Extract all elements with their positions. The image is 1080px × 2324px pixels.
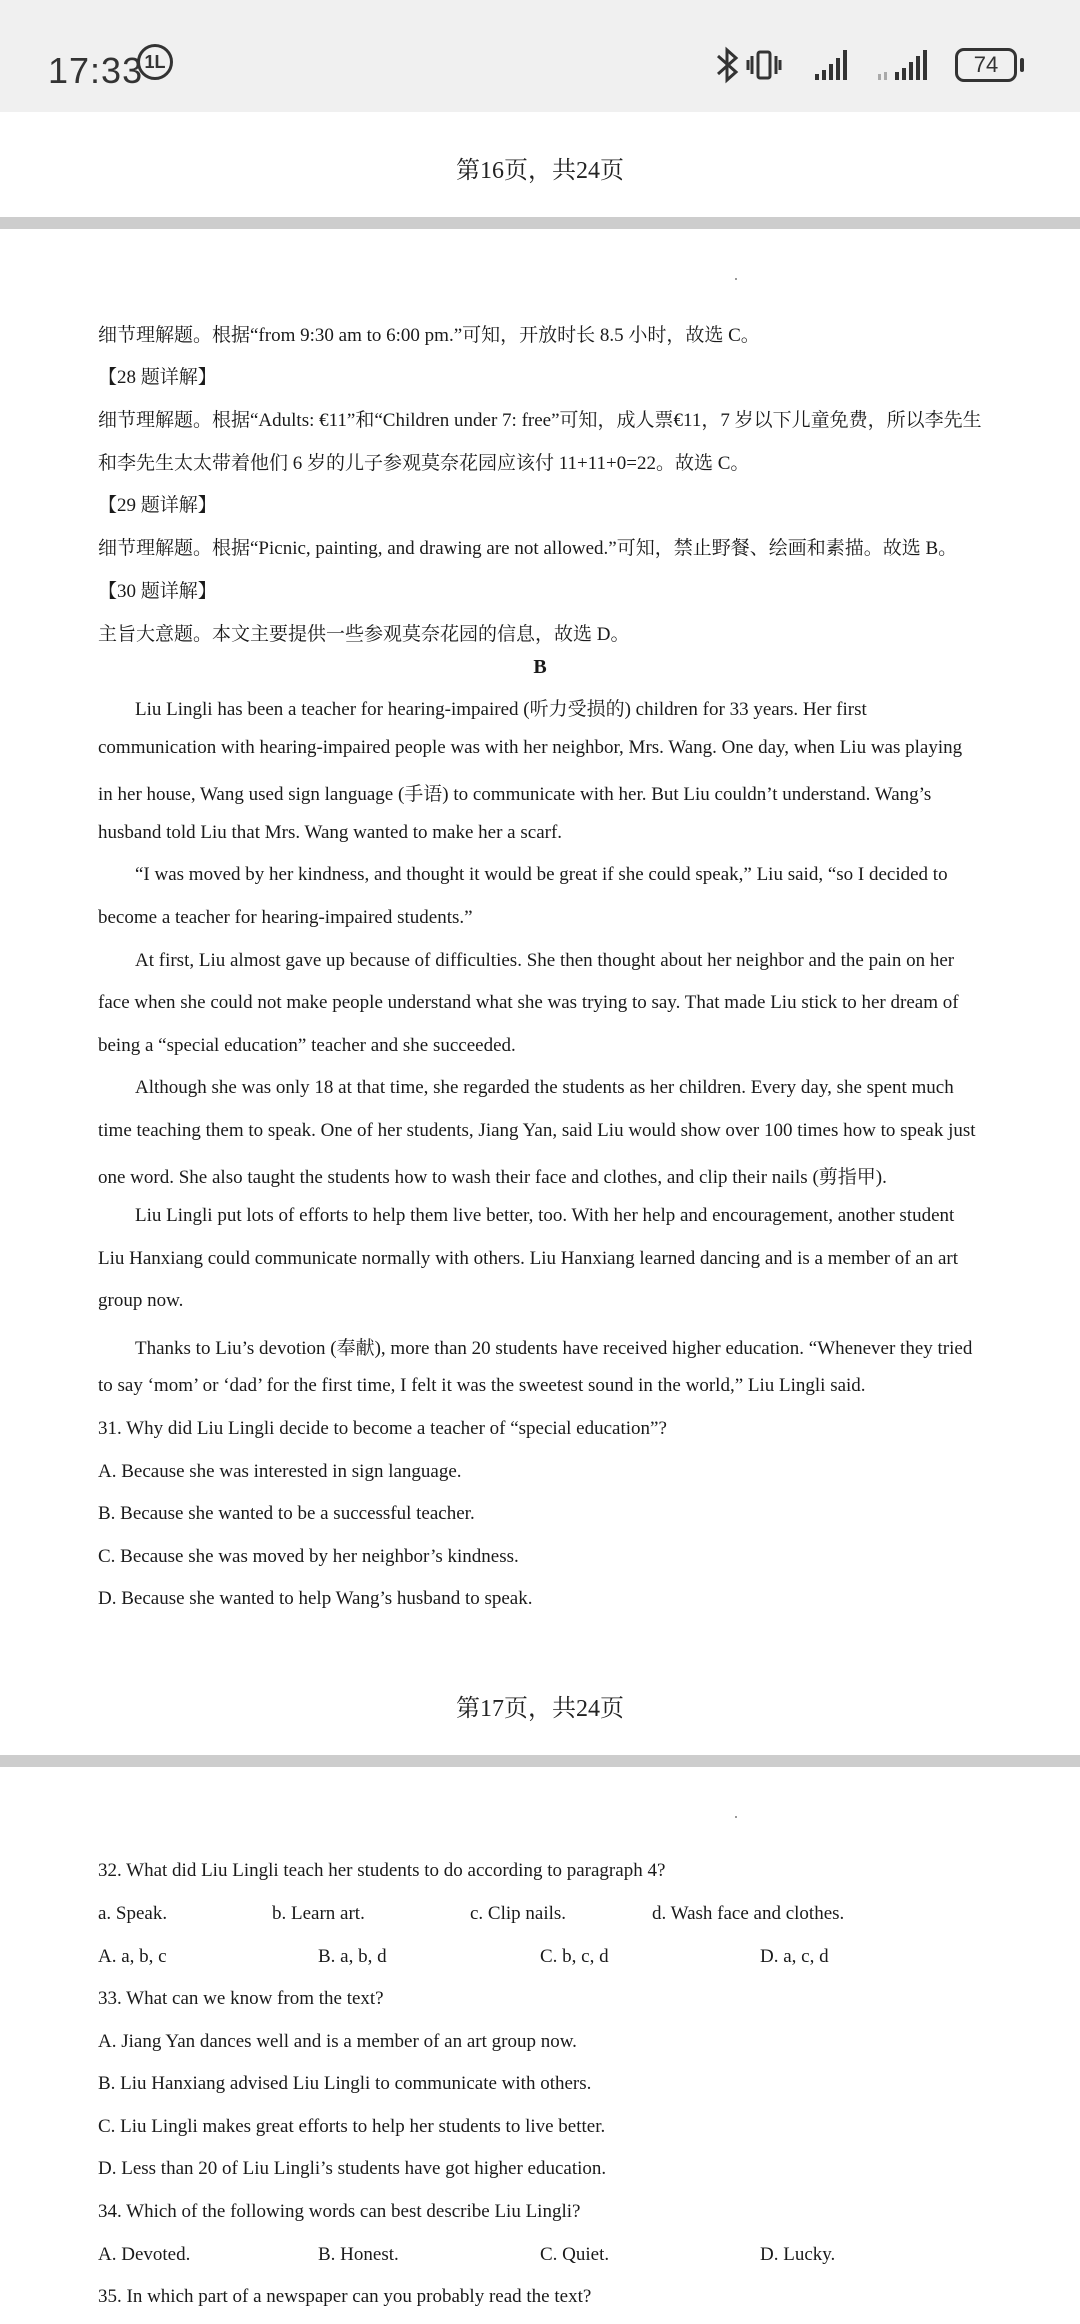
passage-line: face when she could not make people understand what she was trying to say. That made Liu stick to her dream of <box>98 992 959 1013</box>
question-35: 35. In which part of a newspaper can you probably read the text? <box>98 2286 592 2307</box>
passage-line: communication with hearing-impaired people was with her neighbor, Mrs. Wang. One day, when Liu was playing <box>98 737 963 758</box>
explanation-heading: 【28 题详解】 <box>98 367 217 388</box>
explanation-heading: 【30 题详解】 <box>98 581 217 602</box>
vibrate-icon <box>748 52 780 78</box>
option-a: A. Jiang Yan dances well and is a member of an art group now. <box>98 2031 577 2052</box>
status-time: 17:33 <box>48 50 144 91</box>
passage-line: group now. <box>98 1290 184 1311</box>
explanation-line: 主旨大意题。本文主要提供一些参观莫奈花园的信息，故选 D。 <box>98 624 630 645</box>
passage-line: being a “special education” teacher and she succeeded. <box>98 1035 516 1056</box>
passage-line: to say ‘mom’ or ‘dad’ for the first time, I felt it was the sweetest sound in the world,” Liu Lingli said. <box>98 1375 866 1396</box>
item-a: a. Speak. <box>98 1903 168 1924</box>
option-b: B. Liu Hanxiang advised Liu Lingli to communicate with others. <box>98 2073 592 2094</box>
passage-line: Although she was only 18 at that time, she regarded the students as her children. Every day, she spent much <box>135 1077 954 1098</box>
explanation-heading: 【29 题详解】 <box>98 495 217 516</box>
option-b: B. a, b, d <box>318 1946 387 1967</box>
passage-line: Thanks to Liu’s devotion (奉献), more than 20 students have received higher education. “Whenever they tried <box>135 1338 973 1359</box>
explanation-line: 细节理解题。根据“Picnic, painting, and drawing are not allowed.”可知，禁止野餐、绘画和素描。故选 B。 <box>98 538 958 559</box>
question-31: 31. Why did Liu Lingli decide to become a teacher of “special education”? <box>98 1418 667 1439</box>
option-d: D. a, c, d <box>760 1946 829 1967</box>
page-header-17: 第17页，共24页 <box>456 1696 624 1722</box>
page-separator <box>0 1755 1080 1767</box>
option-a: A. Because she was interested in sign language. <box>98 1461 462 1482</box>
item-b: b. Learn art. <box>272 1903 365 1924</box>
page-header-16: 第16页，共24页 <box>456 158 624 184</box>
passage-line: time teaching them to speak. One of her students, Jiang Yan, said Liu would show over 100 times how to speak just <box>98 1120 976 1141</box>
option-c: C. Quiet. <box>540 2244 610 2265</box>
battery-icon <box>955 48 1017 82</box>
option-d: D. Lucky. <box>760 2244 836 2265</box>
question-33: 33. What can we know from the text? <box>98 1988 384 2009</box>
option-c: C. Because she was moved by her neighbor’s kindness. <box>98 1546 519 1567</box>
page-mark <box>735 278 737 280</box>
passage-line: “I was moved by her kindness, and thought it would be great if she could speak,” Liu said, “so I decided to <box>135 864 948 885</box>
passage-line: Liu Lingli has been a teacher for hearing-impaired (听力受损的) children for 33 years. Her first <box>135 699 867 720</box>
passage-line: one word. She also taught the students how to wash their face and clothes, and clip their nails (剪指甲). <box>98 1167 887 1188</box>
status-bar <box>0 0 1080 112</box>
passage-line: become a teacher for hearing-impaired students.” <box>98 907 473 928</box>
battery-level: 74 <box>973 52 999 77</box>
passage-line: Liu Lingli put lots of efforts to help them live better, too. With her help and encouragement, another student <box>135 1205 955 1226</box>
passage-line: husband told Liu that Mrs. Wang wanted to make her a scarf. <box>98 822 563 843</box>
passage-line: Liu Hanxiang could communicate normally with others. Liu Hanxiang learned dancing and is a member of an art <box>98 1248 959 1269</box>
option-c: C. b, c, d <box>540 1946 609 1967</box>
signal-2-icon <box>878 50 927 80</box>
section-title: B <box>533 656 547 678</box>
explanation-line: 细节理解题。根据“Adults: €11”和“Children under 7: free”可知，成人票€11，7 岁以下儿童免费，所以李先生 <box>98 410 982 431</box>
option-a: A. a, b, c <box>98 1946 167 1967</box>
option-c: C. Liu Lingli makes great efforts to help her students to live better. <box>98 2116 606 2137</box>
item-c: c. Clip nails. <box>470 1903 567 1924</box>
option-a: A. Devoted. <box>98 2244 191 2265</box>
notification-badge-icon: 1L <box>137 44 173 80</box>
option-d: D. Less than 20 of Liu Lingli’s students have got higher education. <box>98 2158 607 2179</box>
option-b: B. Honest. <box>318 2244 399 2265</box>
option-b: B. Because she wanted to be a successful teacher. <box>98 1503 475 1524</box>
option-d: D. Because she wanted to help Wang’s husband to speak. <box>98 1588 533 1609</box>
signal-icon <box>815 50 847 80</box>
item-d: d. Wash face and clothes. <box>652 1903 845 1924</box>
passage-line: At first, Liu almost gave up because of difficulties. She then thought about her neighbor and the pain on her <box>135 950 955 971</box>
explanation-line: 细节理解题。根据“from 9:30 am to 6:00 pm.”可知，开放时长 8.5 小时，故选 C。 <box>98 325 760 346</box>
question-32: 32. What did Liu Lingli teach her students to do according to paragraph 4? <box>98 1860 666 1881</box>
page-mark <box>735 1816 737 1818</box>
explanation-line: 和李先生太太带着他们 6 岁的儿子参观莫奈花园应该付 11+11+0=22。故选 C。 <box>98 453 750 474</box>
passage-line: in her house, Wang used sign language (手语) to communicate with her. But Liu couldn’t understand. Wang’s <box>98 784 932 805</box>
bluetooth-icon <box>718 50 736 80</box>
battery-nub <box>1020 58 1024 72</box>
question-34: 34. Which of the following words can best describe Liu Lingli? <box>98 2201 581 2222</box>
page-separator <box>0 217 1080 229</box>
